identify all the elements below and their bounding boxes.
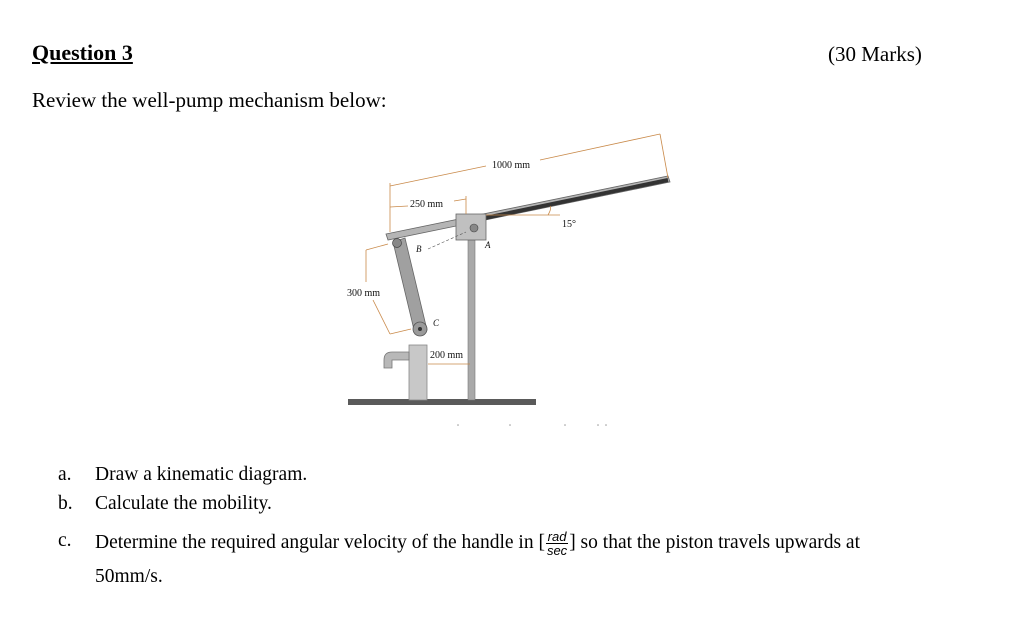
dim-handle-label: 1000 mm [492, 160, 531, 171]
item-letter: c. [58, 530, 72, 551]
pump-spout [384, 352, 409, 368]
piston-rod [468, 240, 475, 400]
item-letter: b. [58, 493, 73, 514]
joint-b [393, 239, 402, 248]
item-letter: a. [58, 464, 72, 485]
intro-text: Review the well-pump mechanism below: [32, 88, 387, 112]
dim-crank-label: 300 mm [347, 288, 381, 299]
item-text-after: ] so that the piston travels upwards at [569, 531, 861, 553]
marks-label: (30 Marks) [828, 42, 922, 66]
joint-a [470, 224, 478, 232]
question-title: Question 3 [32, 40, 133, 65]
angle-label: 15° [562, 219, 576, 230]
item-text: Calculate the mobility. [95, 493, 272, 514]
point-b-label: B [416, 244, 422, 254]
pump-column [409, 345, 427, 400]
dim-link-label: 250 mm [410, 199, 444, 210]
dim-offset-label: 200 mm [430, 350, 464, 361]
frac-denominator: sec [546, 543, 568, 558]
link-bc [393, 238, 427, 334]
ground-base [348, 399, 536, 405]
frac-numerator: rad [547, 529, 567, 544]
question-item-c-continued: 50mm/s. [95, 566, 163, 587]
rad-per-sec-fraction [546, 530, 568, 557]
point-c-label: C [433, 318, 440, 328]
point-a-label: A [485, 240, 491, 250]
item-text-before: Determine the required angular velocity of the handle in [ [95, 531, 545, 553]
item-text: Draw a kinematic diagram. [95, 464, 308, 485]
